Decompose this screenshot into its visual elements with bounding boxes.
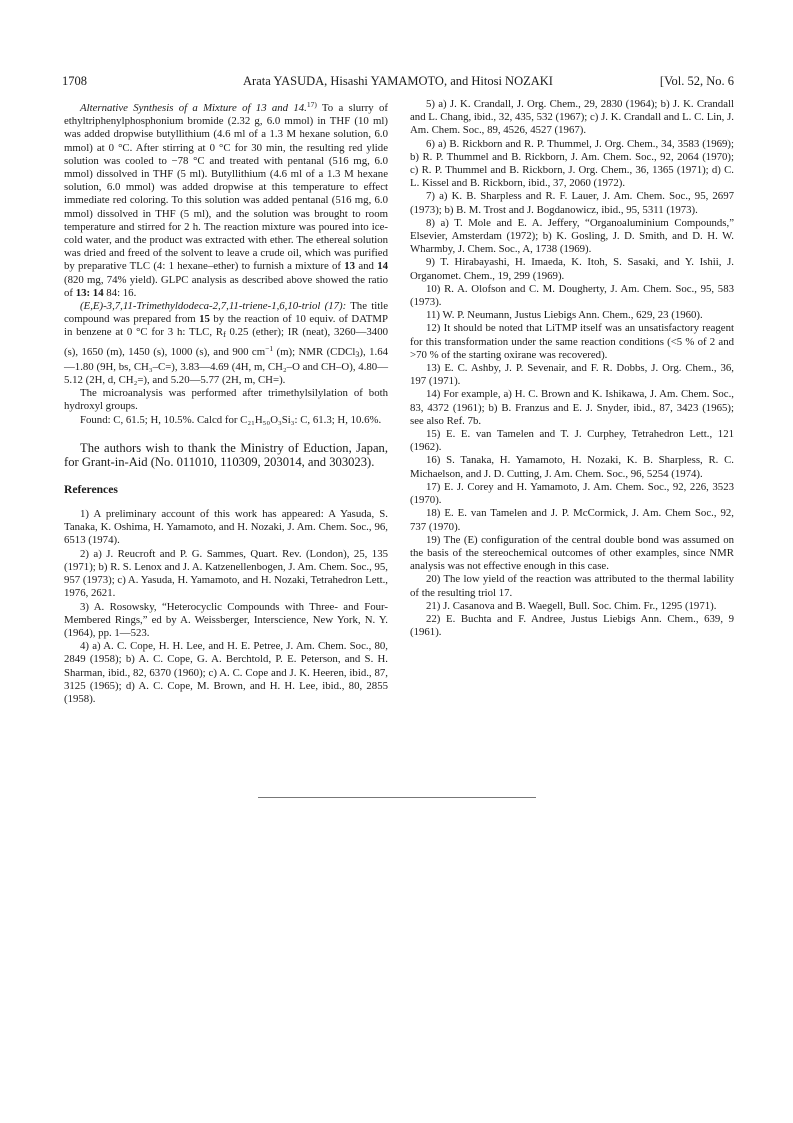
end-rule (258, 797, 536, 798)
subscript: 3 (355, 349, 360, 359)
reference-item: 19) The (E) configuration of the central double bond was assumed on the basis of the stereochemical outcomes of other examples, since NMR analysis was not effective enough in this case. (410, 533, 734, 573)
page-number: 1708 (62, 74, 87, 88)
paragraph-text: (820 mg, 74% yield). GLPC analysis as described above showed the ratio of (64, 273, 388, 299)
running-header (62, 74, 734, 92)
section-title-alternative-synthesis: Alternative Synthesis of a Mixture of 13 and 14. (80, 102, 307, 114)
header-volume: [Vol. 52, No. 6 (659, 74, 734, 88)
paragraph-found: Found: C, 61.5; H, 10.5%. Calcd for C₂₁H₅₀O₃Si₃: C, 61.3; H, 10.6%. (80, 413, 382, 426)
paragraph-text: by the reaction of 10 equiv. of DATMP in benzene at 0 °C for 3 h: TLC, R (64, 313, 388, 339)
reference-item: 2) a) J. Reucroft and P. G. Sammes, Quart. Rev. (London), 25, 135 (1971); b) R. S. Lenox and J. A. Katzenellenbogen, J. Am. Chem. Soc., 95, 957 (1973); c) A. Yasuda, H. Yamamoto, and H. Nozaki, Tetrahedron Lett., 1976, 2621. (64, 547, 388, 600)
compound-ratio: 13: 14 (75, 286, 104, 299)
reference-item: 5) a) J. K. Crandall, J. Org. Chem., 29, 2830 (1964); b) J. K. Crandall and L. Chang, ibid., 32, 435, 532 (1967); c) J. K. Crandall and L. C. Lin, J. Am. Chem. Soc., 89, 4526, 4527 (1967). (410, 98, 734, 137)
reference-item: 12) It should be noted that LiTMP itself was an unsatisfactory reagent for this transformation under the same reaction conditions (<5 % of 2 and >70 % of the starting oxirane was recovered). (410, 322, 734, 361)
paragraph-alternative-synthesis (64, 98, 388, 300)
reference-item: 17) E. J. Corey and H. Yamamoto, J. Am. Chem. Soc., 92, 226, 3523 (1970). (410, 480, 734, 507)
paragraph-microanalysis: The microanalysis was performed after trimethylsilylation of both hydroxyl groups. (64, 387, 388, 413)
compound-number: 13 (344, 260, 356, 273)
reference-item: 13) E. C. Ashby, J. P. Sevenair, and F. R. Dobbs, J. Org. Chem., 36, 197 (1971). (410, 362, 734, 388)
paragraph-triol (64, 300, 388, 387)
header-authors: Arata YASUDA, Hisashi YAMAMOTO, and Hitosi NOZAKI (243, 74, 553, 88)
subscript: f (223, 330, 226, 340)
references-heading: References (64, 482, 118, 496)
reference-item: 22) E. Buchta and F. Andree, Justus Liebigs Ann. Chem., 639, 9 (1961). (410, 612, 734, 639)
reference-item: 15) E. E. van Tamelen and T. J. Curphey, Tetrahedron Lett., 121 (1962). (410, 428, 734, 454)
reference-item: 7) a) K. B. Sharpless and R. F. Lauer, J. Am. Chem. Soc., 95, 2697 (1973); b) B. M. Trost and J. Bogdanowicz, ibid., 95, 5311 (1973). (410, 190, 734, 216)
paragraph-text: 0.25 (ether); IR (neat), 3260—3400 (s), 1650 (m), 1450 (s), 1000 (s), and 900 cm (64, 326, 388, 358)
reference-item: 10) R. A. Olofson and C. M. Dougherty, J. Am. Chem. Soc., 95, 583 (1973). (410, 282, 734, 309)
reference-item: 18) E. E. van Tamelen and J. P. McCormick, J. Am. Chem Soc., 92, 737 (1970). (410, 507, 734, 533)
reference-item: 3) A. Rosowsky, “Heterocyclic Compounds with Three- and Four-Membered Rings,” ed by A. Weissberger, Interscience, New York, N. Y. (1964), pp. 1—523. (64, 600, 388, 639)
paragraph-text: (m); NMR (CDCl (273, 345, 356, 358)
reference-item: 20) The low yield of the reaction was attributed to the thermal lability of the resulting triol 17. (410, 573, 734, 599)
reference-item: 6) a) B. Rickborn and R. P. Thummel, J. Org. Chem., 34, 3583 (1969); b) R. P. Thummel and B. Rickborn, J. Am. Chem. Soc., 92, 2064 (1970); c) R. P. Thummel and B. Rickborn, J. Org. Chem., 36, 1365 (1971); d) C. L. Kissel and B. Rickborn, ibid., 37, 2060 (1972). (410, 137, 734, 190)
left-column (64, 98, 388, 706)
paragraph-text: ), 1.64—1.80 (9H, bs, CH₃–C=), 3.83—4.69 (4H, m, CH₂–O and CH–O), 4.80—5.12 (2H, d, CH₂=), and 5.20—5.77 (2H, m, CH=). (64, 345, 388, 387)
footnote-ref: 17) (306, 100, 317, 109)
reference-item: 4) a) A. C. Cope, H. H. Lee, and H. E. Petree, J. Am. Chem. Soc., 80, 2849 (1958); b) A. C. Cope, G. A. Berchtold, P. E. Peterson, and S. H. Sharman, ibid., 82, 6370 (1960); c) A. C. Cope and J. K. Heeren, ibid., 87, 3125 (1965); d) A. C. Cope, M. Brown, and H. H. Lee, ibid., 80, 2855 (1958). (64, 640, 388, 705)
paragraph-text: The title compound was prepared from (64, 300, 388, 326)
compound-number: 14 (377, 260, 388, 273)
acknowledgment: The authors wish to thank the Ministry of Eduction, Japan, for Grant-in-Aid (No. 011010, 110309, 203014, and 303023). (64, 440, 388, 469)
paragraph-text: 84: 16. (103, 286, 137, 299)
reference-item: 9) T. Hirabayashi, H. Imaeda, K. Itoh, S. Sasaki, and Y. Ishii, J. Organomet. Chem., 19, 299 (1969). (410, 256, 734, 282)
section-title-triol: (E,E)-3,7,11-Trimethyldodeca-2,7,11-triene-1,6,10-triol (17): (80, 300, 347, 313)
reference-item: 11) W. P. Neumann, Justus Liebigs Ann. Chem., 629, 23 (1960). (426, 309, 703, 322)
superscript: −1 (265, 343, 274, 353)
right-column (410, 98, 734, 639)
paragraph-text: To a slurry of ethyltriphenylphosphonium bromide (2.32 g, 6.0 mmol) in THF (10 ml) was added dropwise butyllithium (4.6 ml of a 1.3 M hexane solution, 6.0 mmol) at 0 °C. After stirring at 0 °C for 30 min, the resulting red ylide solution was cooled to −78 °C and treated with pentanal (516 mg, 6.0 mmol) dissolved in THF (5 ml). Butyllithium (4.6 ml of a 1.3 M hexane solution, 6.0 mmol) was added dropwise at this temperature to effect immediate red coloring. To this solution was added pentanal (516 mg, 6.0 mmol) dissolved in THF (5 ml), and the solution was brought to room temperature and stirred for 2 h. The reaction mixture was poured into ice-cold water, and the product was extracted with ether. The ethereal solution was dried and freed of the solvent to leave a crude oil, which was purified by preparative TLC (4: 1 hexane–ether) to furnish a mixture of (64, 102, 388, 273)
paragraph-text: and (355, 260, 378, 273)
reference-item: 8) a) T. Mole and E. A. Jeffery, “Organoaluminium Compounds,” Elsevier, Amsterdam (1972); b) K. Gosling, J. D. Smith, and D. H. W. Wharmby, J. Chem. Soc., A, 1738 (1969). (410, 216, 734, 256)
compound-number: 15 (199, 313, 210, 326)
reference-item: 1) A preliminary account of this work has appeared: A Yasuda, S. Tanaka, K. Oshima, H. Yamamoto, and H. Nozaki, J. Am. Chem. Soc., 96, 6513 (1974). (64, 508, 388, 547)
reference-item: 21) J. Casanova and B. Waegell, Bull. Soc. Chim. Fr., 1295 (1971). (426, 599, 717, 612)
reference-item: 16) S. Tanaka, H. Yamamoto, H. Nozaki, K. B. Sharpless, R. C. Michaelson, and J. D. Cutting, J. Am. Chem. Soc., 96, 5254 (1974). (410, 454, 734, 480)
reference-item: 14) For example, a) H. C. Brown and K. Ishikawa, J. Am. Chem. Soc., 83, 4372 (1961); b) B. Franzus and E. J. Snyder, ibid., 87, 3423 (1965); see also Ref. 7b. (410, 388, 734, 427)
